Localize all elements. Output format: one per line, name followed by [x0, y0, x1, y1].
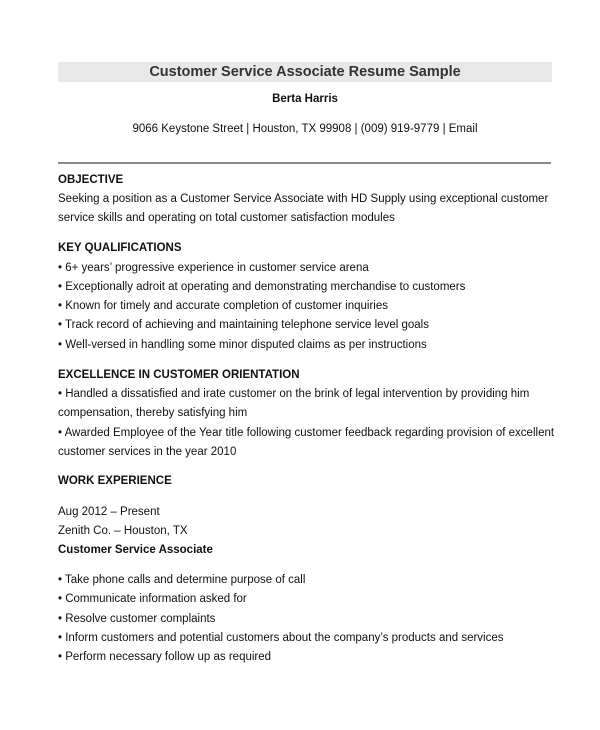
excellence-heading: EXCELLENCE IN CUSTOMER ORIENTATION	[58, 369, 300, 381]
header-divider	[58, 162, 551, 164]
qualification-item: • Track record of achieving and maintaining telephone service level goals	[58, 319, 429, 331]
duty-item: • Inform customers and potential customers about the company’s products and services	[58, 632, 504, 644]
qualification-item: • Known for timely and accurate completion of customer inquiries	[58, 300, 389, 312]
qualification-item: • Well-versed in handling some minor disputed claims as per instructions	[58, 339, 427, 351]
excellence-line: compensation, thereby satisfying him	[58, 407, 248, 419]
excellence-line: customer services in the year 2010	[58, 446, 237, 458]
duty-item: • Perform necessary follow up as required	[58, 651, 272, 663]
qualification-item: • 6+ years’ progressive experience in customer service arena	[58, 262, 369, 274]
key-qualifications-heading: KEY QUALIFICATIONS	[58, 242, 182, 254]
qualification-item: • Exceptionally adroit at operating and demonstrating merchandise to customers	[58, 281, 466, 293]
objective-line: Seeking a position as a Customer Service Associate with HD Supply using exceptional customer	[58, 193, 549, 205]
resume-title: Customer Service Associate Resume Sample	[58, 62, 552, 82]
contact-info: 9066 Keystone Street | Houston, TX 99908 | (009) 919-9779 | Email	[132, 123, 478, 135]
job-company: Zenith Co. – Houston, TX	[58, 525, 188, 537]
candidate-name: Berta Harris	[272, 93, 338, 105]
excellence-line: • Awarded Employee of the Year title following customer feedback regarding provision of excellent	[58, 427, 555, 439]
duty-item: • Take phone calls and determine purpose of call	[58, 574, 306, 586]
objective-line: service skills and operating on total customer satisfaction modules	[58, 212, 395, 224]
work-experience-heading: WORK EXPERIENCE	[58, 475, 172, 487]
objective-heading: OBJECTIVE	[58, 174, 124, 186]
excellence-line: • Handled a dissatisfied and irate customer on the brink of legal intervention by providing him	[58, 388, 530, 400]
job-dates: Aug 2012 – Present	[58, 506, 160, 518]
duty-item: • Resolve customer complaints	[58, 613, 216, 625]
job-role: Customer Service Associate	[58, 544, 213, 556]
duty-item: • Communicate information asked for	[58, 593, 247, 605]
